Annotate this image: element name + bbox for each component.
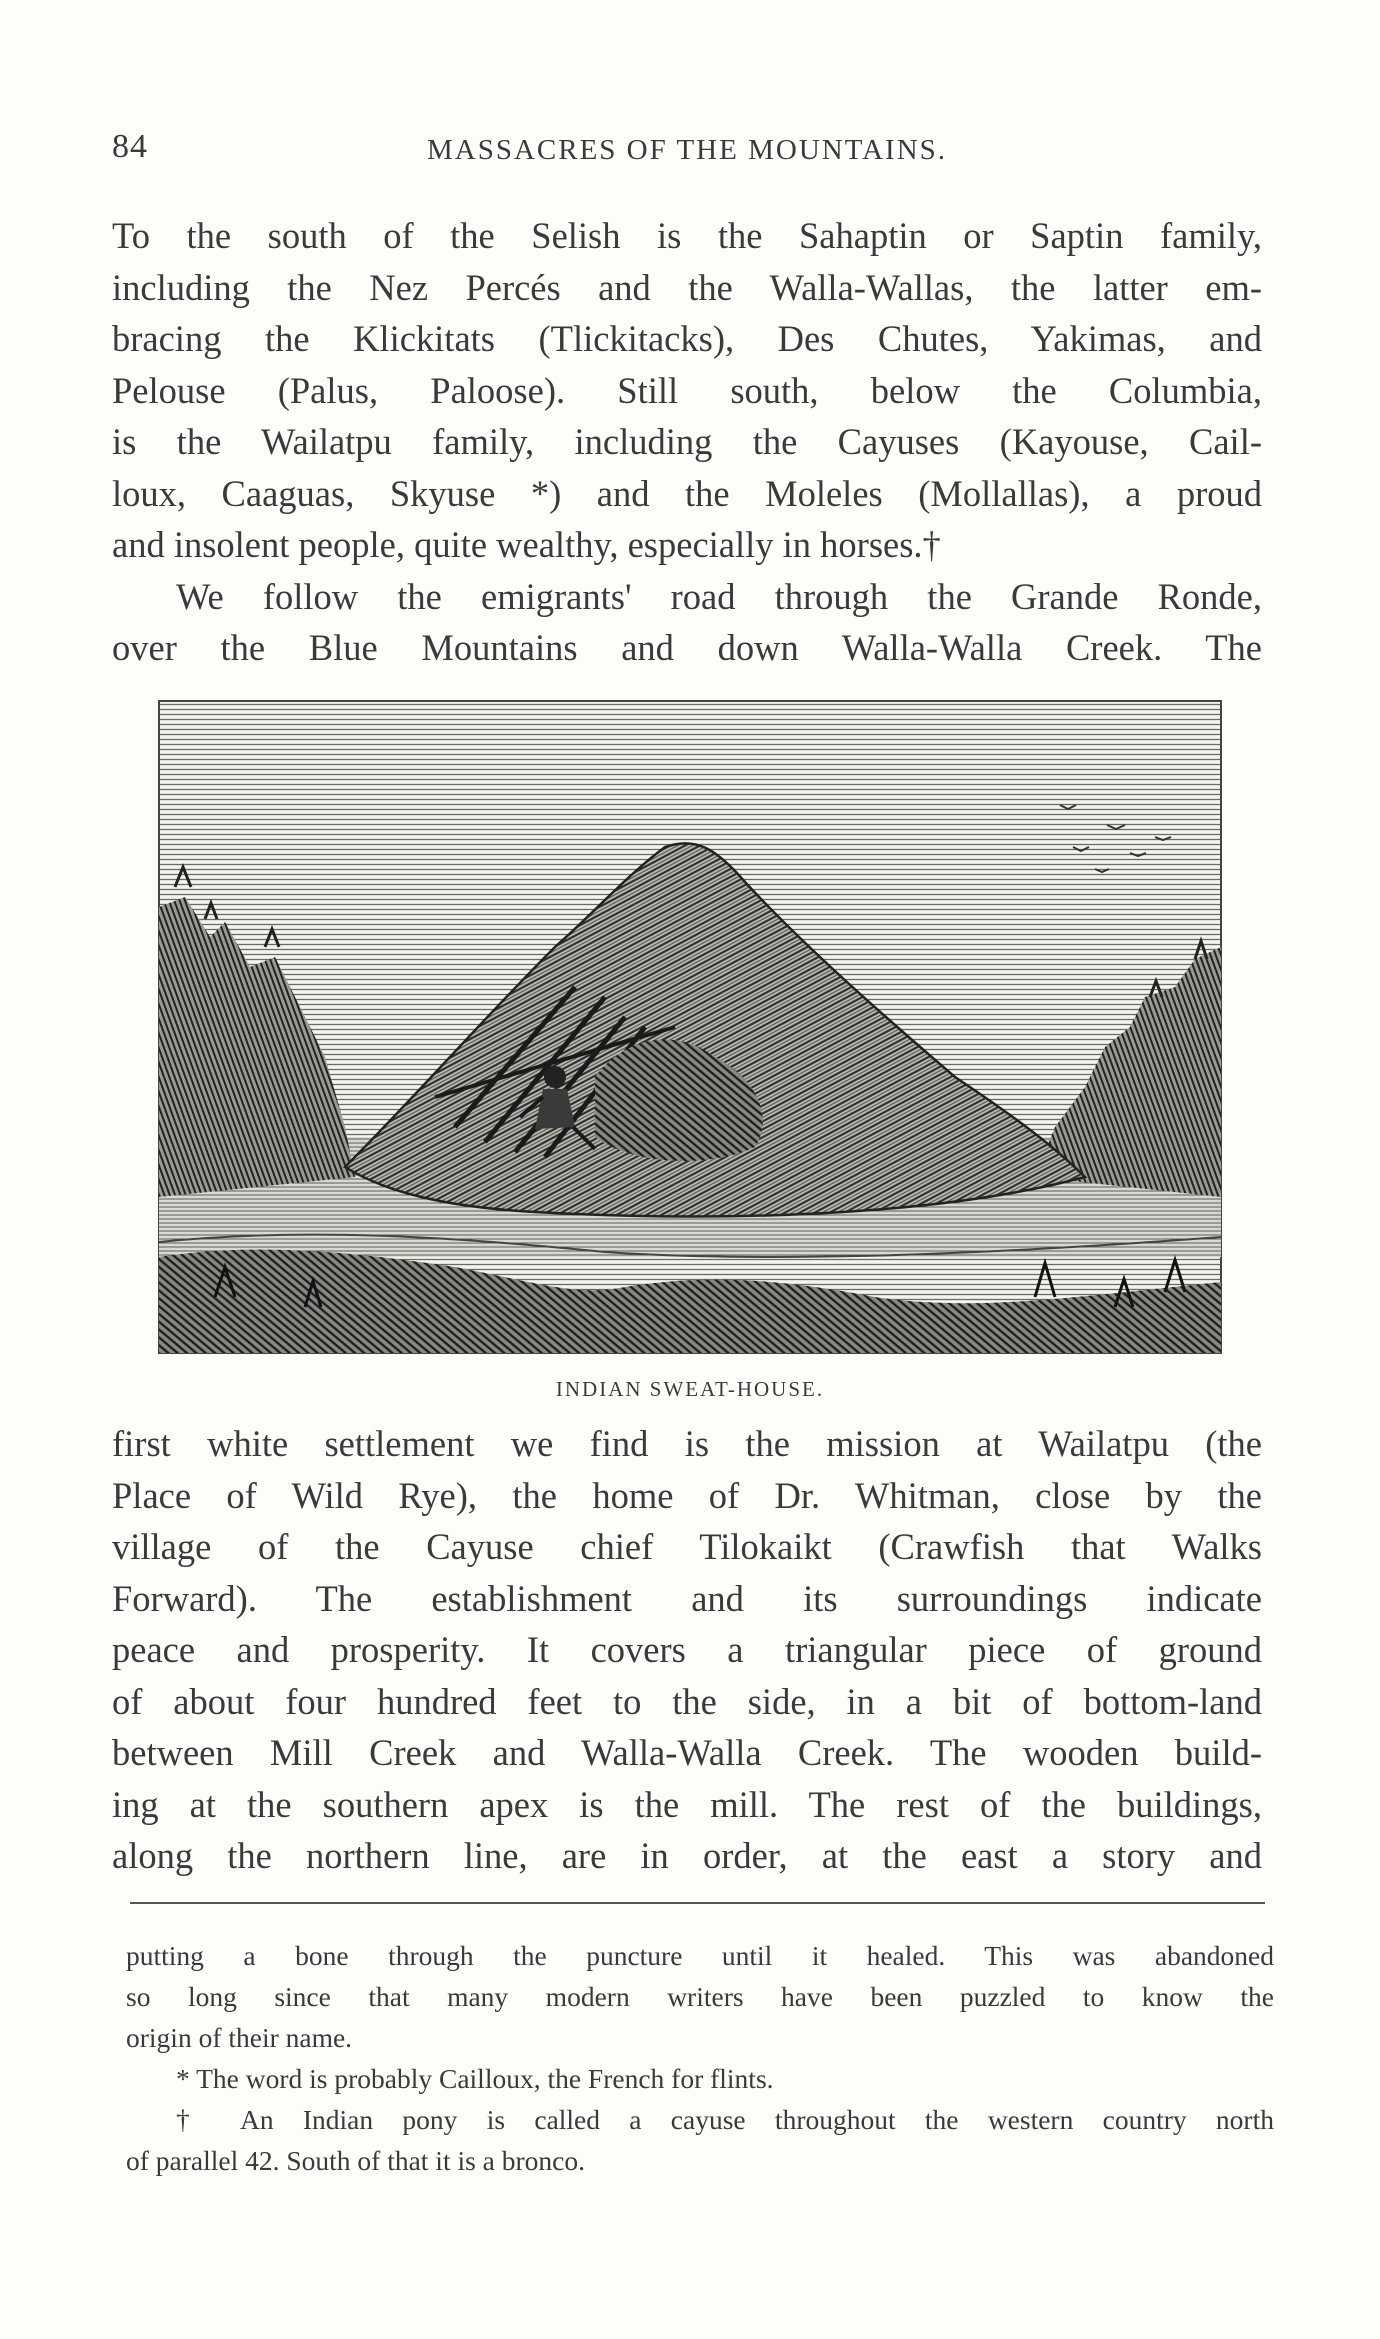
sweat-house-engraving: [155, 697, 1225, 1357]
footnote-line: putting a bone through the puncture until it healed. This was abandoned: [126, 1940, 1274, 1971]
running-head: MASSACRES OF THE MOUNTAINS.: [426, 134, 948, 166]
text-line: Forward). The establishment and its surroundings indicate: [112, 1577, 1262, 1619]
paragraph-2: [112, 1418, 1262, 1882]
text-line: peace and prosperity. It covers a triangular piece of ground: [112, 1629, 1262, 1670]
text-line: of about four hundred feet to the side, in a bit of bottom-land: [112, 1680, 1262, 1722]
text-line: loux, Caaguas, Skyuse *) and the Moleles (Mollallas), a proud: [112, 472, 1262, 514]
text-line: over the Blue Mountains and down Walla-Walla Creek. The: [112, 627, 1262, 668]
footnote-line: of parallel 42. South of that it is a bronco.: [126, 2145, 586, 2176]
footnotes: [126, 1935, 1274, 2181]
text-line: bracing the Klickitats (Tlickitacks), Des Chutes, Yakimas, and: [112, 318, 1262, 359]
page-header: [112, 128, 1262, 178]
footnote-line: * The word is probably Cailloux, the French for flints.: [176, 2063, 774, 2094]
text-line: We follow the emigrants' road through the Grande Ronde,: [176, 575, 1262, 617]
footnote-line: so long since that many modern writers have been puzzled to know the: [126, 1981, 1274, 2012]
text-line: Pelouse (Palus, Paloose). Still south, below the Columbia,: [112, 369, 1262, 411]
text-line: and insolent people, quite wealthy, especially in horses.†: [112, 524, 941, 565]
paragraph-1: [112, 210, 1262, 674]
text-line: between Mill Creek and Walla-Walla Creek. The wooden build-: [112, 1732, 1262, 1773]
text-line: village of the Cayuse chief Tilokaikt (Crawfish that Walks: [112, 1526, 1262, 1567]
engraving-illustration: [155, 697, 1225, 1357]
text-line: Place of Wild Rye), the home of Dr. Whitman, close by the: [112, 1474, 1262, 1516]
footnote-line: † An Indian pony is called a cayuse throughout the western country north: [176, 2104, 1274, 2135]
page-number: 84: [112, 128, 148, 165]
text-line: is the Wailatpu family, including the Cayuses (Kayouse, Cail-: [112, 421, 1262, 462]
text-line: first white settlement we find is the mission at Wailatpu (the: [112, 1423, 1262, 1464]
text-line: along the northern line, are in order, at the east a story and: [112, 1835, 1262, 1876]
text-line: To the south of the Selish is the Sahaptin or Saptin family,: [112, 215, 1262, 256]
footnote-line: origin of their name.: [126, 2022, 353, 2053]
text-line: including the Nez Percés and the Walla-Wallas, the latter em-: [112, 266, 1262, 308]
figure-caption: INDIAN SWEAT-HOUSE.: [555, 1377, 825, 1401]
footnote-rule: [130, 1902, 1265, 1904]
text-line: ing at the southern apex is the mill. The rest of the buildings,: [112, 1783, 1262, 1825]
